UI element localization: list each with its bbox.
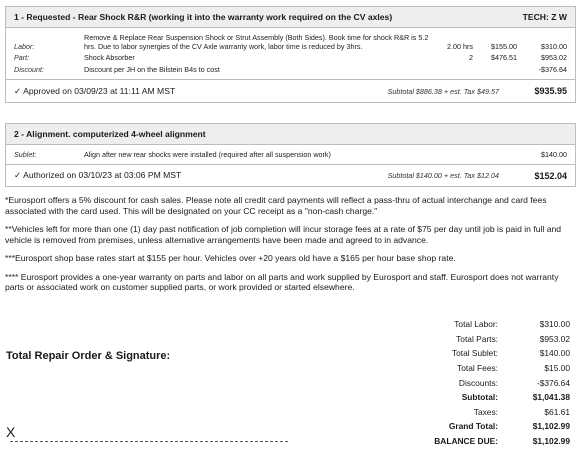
line-amount: $140.00 xyxy=(541,150,567,159)
note-cash-discount: *Eurosport offers a 5% discount for cash sales. Please note all credit card payments will reflect a pass-thru of actual interchange and card fees associated with the card used. This will be designated on your CC receipt as a "non-cash charge." xyxy=(5,195,547,216)
total-row-grand-total: Grand Total: $1,102.99 xyxy=(448,421,570,432)
job-title: 2 - Alignment. computerized 4-wheel alignment xyxy=(14,129,206,139)
total-row-labor: Total Labor: $310.00 xyxy=(454,319,570,330)
total-row-parts: Total Parts: $953.02 xyxy=(456,333,570,344)
job-2 xyxy=(5,123,576,187)
subtotal-text: Subtotal $886.38 + est. Tax $49.57 xyxy=(387,86,499,96)
total-row-sublet: Total Sublet: $140.00 xyxy=(451,348,570,359)
note-warranty: **** Eurosport provides a one-year warranty on parts and labor on all parts and work supplied by Eurosport and staff. Eurosport does not warranty parts or associated work on customer supplied parts, or work provided or started elsewhere. xyxy=(5,271,559,292)
note-storage-fees: **Vehicles left for more than one (1) day past notification of job completion will incur storage fees at a rate of $75 per day until job is paid in full and vehicle is removed from premises, unless alternative arrangements have been made and agreed to in advance. xyxy=(5,224,562,245)
total-row-subtotal: Subtotal: $1,041.38 xyxy=(461,392,570,403)
total-row-fees: Total Fees: $15.00 xyxy=(457,363,570,374)
job-1 xyxy=(5,6,576,103)
total-row-balance-due: BALANCE DUE: $1,102.99 xyxy=(434,436,570,447)
sublet-line: Sublet: Align after new rear shocks were installed (required after all suspension work) $140.00 xyxy=(6,150,575,159)
terms-notes xyxy=(5,195,577,301)
line-qty: 2.00 hrs xyxy=(447,42,473,51)
line-description: Remove & Replace Rear Suspension Shock or Strut Assembly (Both Sides). Book time for shock R&R is 5.2 hrs. Due to labor synergies of the CV Axle warranty work, labor time is reduced by 3hrs. xyxy=(84,33,429,51)
job-header xyxy=(6,124,575,145)
part-line: Part: Shock Absorber 2 $476.51 $953.02 xyxy=(6,53,575,62)
line-amount: $310.00 xyxy=(541,42,567,51)
line-qty: 2 xyxy=(469,53,473,62)
line-description: Align after new rear shocks were installed (required after all suspension work) xyxy=(84,150,331,159)
approval-row xyxy=(6,164,575,186)
note-shop-rates: ***Eurosport shop base rates start at $155 per hour. Vehicles over +20 years old have a $165 per hour base shop rate. xyxy=(5,253,456,263)
approval-text: Approved on 03/09/23 at 11:11 AM MST xyxy=(23,85,176,96)
line-description: Shock Absorber xyxy=(84,53,135,62)
signature-label: Total Repair Order & Signature: xyxy=(6,350,171,362)
line-price: $155.00 xyxy=(491,42,517,51)
total-row-taxes: Taxes: $61.61 xyxy=(473,406,570,417)
line-price xyxy=(473,65,517,74)
discount-line: Discount: Discount per JH on the Bilstein B4s to cost -$376.64 xyxy=(6,65,575,74)
line-qty xyxy=(433,150,473,159)
total-row-discounts: Discounts: -$376.64 xyxy=(458,377,570,388)
line-price: $476.51 xyxy=(491,53,517,62)
approval-text: Authorized on 03/10/23 at 03:06 PM MST xyxy=(23,170,182,180)
totals-summary xyxy=(380,317,570,448)
check-icon: ✓ xyxy=(14,85,22,96)
job-lines xyxy=(6,28,575,79)
approval-row xyxy=(6,79,575,102)
line-amount: -$376.64 xyxy=(538,65,567,74)
line-description: Discount per JH on the Bilstein B4s to cost xyxy=(84,65,220,74)
labor-line: Labor: Remove & Replace Rear Suspension Shock or Strut Assembly (Both Sides). Book time for shock R&R is 5.2 hrs. Due to labor synergies of the CV Axle warranty work, labor time is reduced by 3hrs. 2.00 hrs $155.00 $310.00 xyxy=(6,33,575,51)
line-price xyxy=(473,150,517,159)
job-total: $935.95 xyxy=(534,86,567,96)
signature-mark: X xyxy=(6,424,16,440)
job-total: $152.04 xyxy=(534,170,567,181)
job-title: 1 - Requested - Rear Shock R&R (working it into the warranty work required on the CV axles) xyxy=(14,12,393,22)
tech-label: TECH: Z W xyxy=(522,12,567,22)
line-amount: $953.02 xyxy=(541,53,567,62)
subtotal-text: Subtotal $140.00 + est. Tax $12.04 xyxy=(387,171,499,180)
line-qty xyxy=(433,65,473,74)
signature-line[interactable] xyxy=(10,441,288,442)
job-lines xyxy=(6,145,575,164)
job-header xyxy=(6,7,575,28)
check-icon: ✓ xyxy=(14,170,22,180)
